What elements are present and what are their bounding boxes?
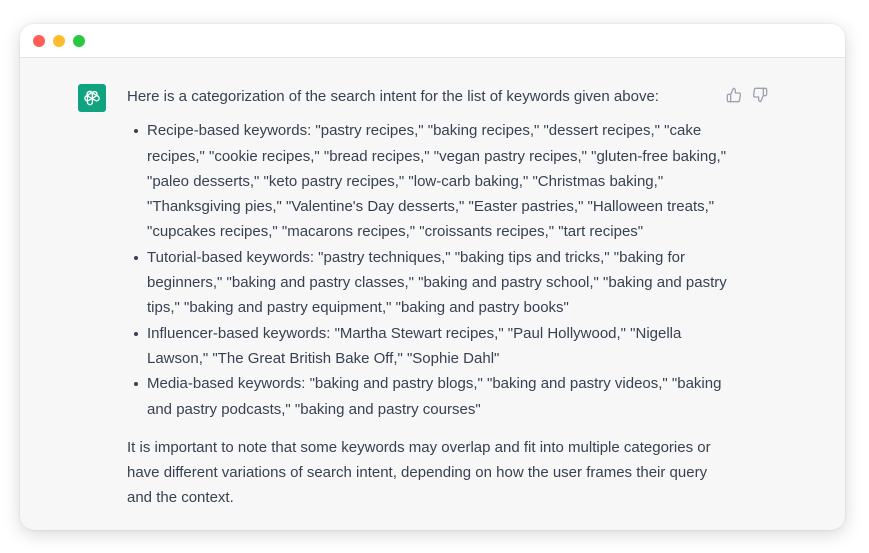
thumbs-down-button[interactable]	[751, 86, 769, 104]
openai-logo-icon	[82, 88, 102, 108]
zoom-window-button[interactable]	[73, 35, 85, 47]
thumbs-up-icon	[726, 87, 742, 103]
thumbs-up-button[interactable]	[725, 86, 743, 104]
message-conclusion: It is important to note that some keywords may overlap and fit into multiple categories or have different variations of search intent, depending on how the user frames their query and the context.	[127, 438, 711, 507]
list-item: Tutorial-based keywords: "pastry techniques," "baking tips and tricks," "baking for beginners," "baking and pastry classes," "baking and pastry school," "baking and pastry tips," "baking and pastry equipment," "baking and pastry books"	[147, 245, 727, 321]
list-item: Recipe-based keywords: "pastry recipes," "baking recipes," "dessert recipes," "cake recipes," "cookie recipes," "bread recipes," "vegan pastry recipes," "gluten-free baking," "paleo desserts," "keto pastry recipes," "low-carb baking," "Christmas baking," "Thanksgiving pies," "Valentine's Day desserts," "Easter pastries," "Halloween treats," "cupcakes recipes," "macarons recipes," "croissants recipes," "tart recipes"	[147, 118, 727, 244]
message-intro: Here is a categorization of the search intent for the list of keywords given above:	[127, 88, 659, 105]
close-window-button[interactable]	[33, 35, 45, 47]
list-item: Influencer-based keywords: "Martha Stewart recipes," "Paul Hollywood," "Nigella Lawson," "The Great British Bake Off," "Sophie Dahl"	[147, 321, 727, 372]
keyword-category-list	[127, 118, 727, 422]
app-window	[20, 24, 845, 530]
assistant-avatar	[78, 84, 106, 112]
title-bar	[20, 24, 845, 58]
list-item: Media-based keywords: "baking and pastry blogs," "baking and pastry videos," "baking and pastry podcasts," "baking and pastry courses"	[147, 371, 727, 422]
minimize-window-button[interactable]	[53, 35, 65, 47]
assistant-message	[127, 84, 727, 511]
thumbs-down-icon	[752, 87, 768, 103]
